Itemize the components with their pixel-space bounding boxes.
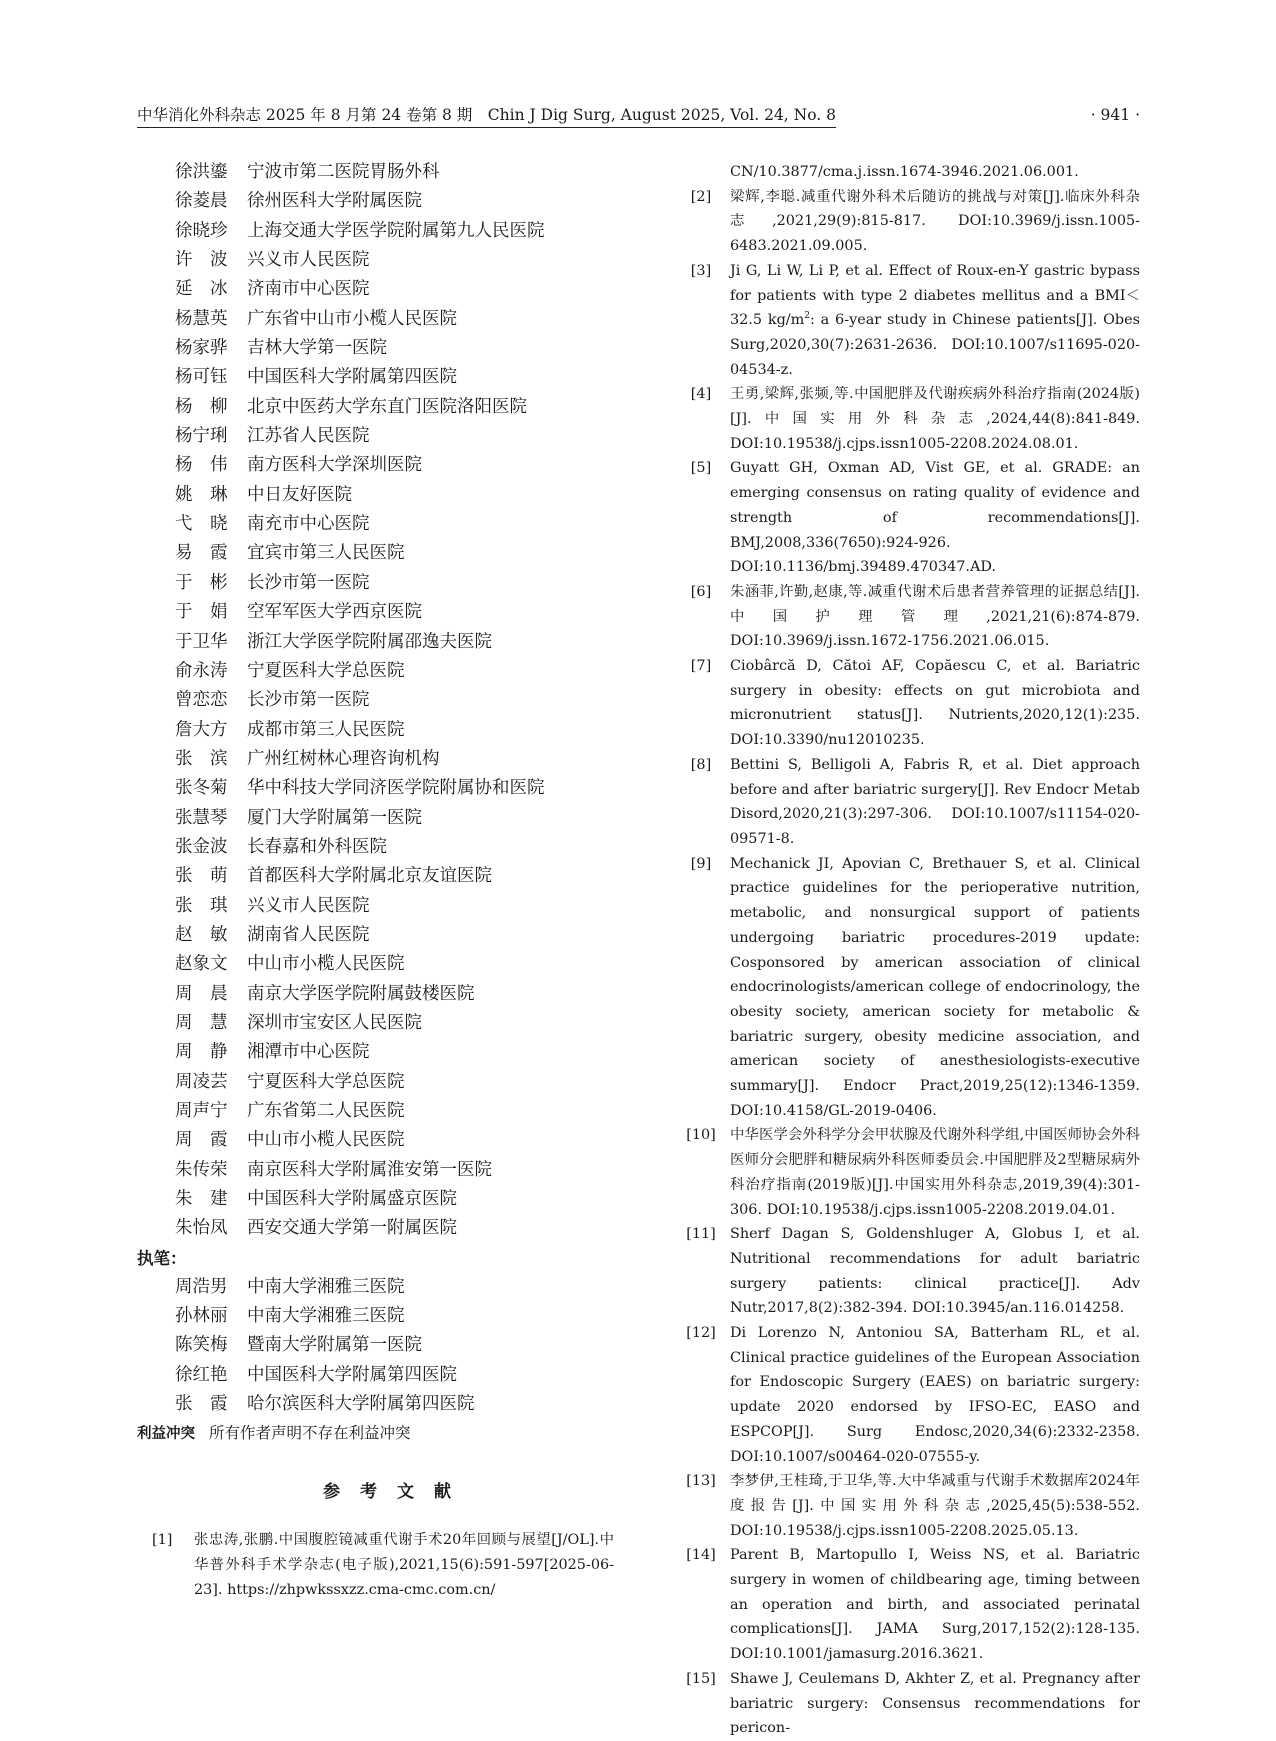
conflict-label: 利益冲突 <box>137 1426 195 1443</box>
institution: 中国医科大学附属第四医院 <box>247 367 457 388</box>
page-number: · 941 · <box>1090 106 1140 124</box>
institution: 江苏省人民医院 <box>247 426 370 447</box>
person-name: 杨慧英 <box>175 308 228 329</box>
member-row <box>137 745 637 774</box>
superscript: 2 <box>804 311 811 322</box>
institution: 广州红树林心理咨询机构 <box>247 748 440 769</box>
person-name: 于 彬 <box>175 572 228 593</box>
writer-row <box>137 1331 637 1360</box>
institution: 长沙市第一医院 <box>247 572 370 593</box>
member-row <box>137 1009 637 1038</box>
left-column <box>137 158 637 1603</box>
member-row <box>137 569 637 598</box>
member-row <box>137 980 637 1009</box>
reference-item <box>676 753 1140 852</box>
reference-text: 张忠涛,张鹏.中国腹腔镜减重代谢手术20年回顾与展望[J/OL].中华普外科手术学杂志(电子版),2021,15(6):591-597[2025-06-23]. https://zhpwkssxzz.cma-cmc.com.cn/ <box>194 1532 614 1598</box>
institution: 宁波市第二医院胃肠外科 <box>247 162 440 182</box>
person-name: 延 冰 <box>175 279 228 300</box>
institution: 哈尔滨医科大学附属第四医院 <box>247 1394 475 1415</box>
member-row <box>137 950 637 979</box>
reference-text-part: : a 6-year study in Chinese patients[J]. Obes Surg,2020,30(7):2631-2636. DOI:10.1007/s11695-020-04534-z. <box>730 312 1141 378</box>
institution: 南充市中心医院 <box>247 514 370 535</box>
institution: 中国医科大学附属盛京医院 <box>247 1189 457 1210</box>
institution: 上海交通大学医学院附属第九人民医院 <box>247 220 545 241</box>
writer-list <box>137 1273 637 1420</box>
person-name: 张金波 <box>175 836 228 857</box>
reference-text: Guyatt GH, Oxman AD, Vist GE, et al. GRADE: an emerging consensus on rating quality of evidence and strength of recommendations[J]. BMJ,2008,336(7650):924-926. DOI:10.1136/bmj.39489.470347.AD. <box>730 460 1140 576</box>
reference-list <box>676 185 1140 1741</box>
person-name: 张 琪 <box>175 895 228 916</box>
member-row <box>137 1068 637 1097</box>
person-name: 周 晨 <box>175 983 228 1004</box>
member-row <box>137 921 637 950</box>
reference-text: Bettini S, Belligoli A, Fabris R, et al. Diet approach before and after bariatric surgery[J]. Rev Endocr Metab Disord,2020,21(3):297-306. DOI:10.1007/s11154-020-09571-8. <box>730 756 1140 847</box>
reference-number: [15] <box>686 1670 716 1687</box>
person-name: 徐洪鎏 <box>175 162 228 182</box>
right-column <box>676 160 1140 1741</box>
writer-row <box>137 1302 637 1331</box>
reference-text: CN/10.3877/cma.j.issn.1674-3946.2021.06.001. <box>730 164 1079 180</box>
institution: 兴义市人民医院 <box>247 895 370 916</box>
reference-text: Di Lorenzo N, Antoniou SA, Batterham RL, et al. Clinical practice guidelines of the European Association for Endoscopic Surgery (EAES) on bariatric surgery: update 2020 endorsed by IFSO-EC, EASO and ESPCOP[J]. Surg Endosc,2020,34(6):2332-2358. DOI:10.1007/s00464-020-07555-y. <box>730 1325 1140 1465</box>
reference-item <box>137 1528 637 1602</box>
member-row <box>137 275 637 304</box>
member-row <box>137 217 637 246</box>
institution: 中日友好医院 <box>247 484 352 505</box>
person-name: 俞永涛 <box>175 660 228 681</box>
member-row <box>137 334 637 363</box>
running-header <box>137 102 1140 126</box>
reference-item <box>676 1469 1140 1543</box>
person-name: 于 娟 <box>175 602 228 623</box>
reference-text: 朱涵菲,许勤,赵康,等.减重代谢术后患者营养管理的证据总结[J].中国护理管理,2021,21(6):874-879. DOI:10.3969/j.issn.1672-1756.2021.06.015. <box>730 583 1140 650</box>
writers-label: 执笔： <box>137 1248 187 1268</box>
reference-item <box>676 1222 1140 1321</box>
member-row <box>137 451 637 480</box>
member-row <box>137 657 637 686</box>
institution: 广东省第二人民医院 <box>247 1101 405 1121</box>
person-name: 周凌芸 <box>175 1071 228 1092</box>
institution: 中山市小榄人民医院 <box>247 954 405 975</box>
reference-number: [7] <box>690 658 712 675</box>
reference-item <box>676 1321 1140 1469</box>
person-name: 周声宁 <box>175 1101 228 1121</box>
institution: 南京大学医学院附属鼓楼医院 <box>247 983 475 1004</box>
person-name: 周 霞 <box>175 1130 228 1151</box>
institution: 成都市第三人民医院 <box>247 719 405 740</box>
person-name: 周浩男 <box>175 1276 228 1297</box>
person-name: 张 霞 <box>175 1394 228 1415</box>
reference-text: 李梦伊,王桂琦,于卫华,等.大中华减重与代谢手术数据库2024年度报告[J].中国实用外科杂志,2025,45(5):538-552. DOI:10.19538/j.cjps.issn1005-2208.2025.05.13. <box>730 1473 1140 1539</box>
reference-text: Sherf Dagan S, Goldenshluger A, Globus I, et al. Nutritional recommendations for adult bariatric surgery patients: clinical practice[J]. Adv Nutr,2017,8(2):382-394. DOI:10.3945/an.116.014258. <box>730 1226 1140 1317</box>
person-name: 徐晓珍 <box>175 220 228 241</box>
member-row <box>137 1214 637 1243</box>
institution: 徐州医科大学附属医院 <box>247 191 422 212</box>
reference-text: 梁辉,李聪.减重代谢外科术后随访的挑战与对策[J].临床外科杂志,2021,29(9):815-817. DOI:10.3969/j.issn.1005-6483.2021.09.005. <box>730 188 1140 255</box>
member-row <box>137 774 637 803</box>
reference-text: Ciobârcă D, Cătoi AF, Copăescu C, et al. Bariatric surgery in obesity: effects on gut microbiota and micronutrient status[J]. Nutrients,2020,12(1):235. DOI:10.3390/nu12010235. <box>730 658 1140 749</box>
member-row <box>137 481 637 510</box>
member-row <box>137 187 637 216</box>
member-row <box>137 833 637 862</box>
person-name: 弋 晓 <box>175 514 228 535</box>
person-name: 姚 琳 <box>175 484 228 505</box>
reference-item <box>676 1543 1140 1667</box>
person-name: 朱怡凤 <box>175 1218 228 1239</box>
member-row <box>137 1038 637 1067</box>
member-row <box>137 1185 637 1214</box>
person-name: 杨可钰 <box>175 367 228 388</box>
institution: 中国医科大学附属第四医院 <box>247 1364 457 1385</box>
person-name: 张 萌 <box>175 866 228 887</box>
reference-item <box>676 185 1140 259</box>
person-name: 周 静 <box>175 1042 228 1063</box>
reference-number: [6] <box>690 583 712 600</box>
institution: 深圳市宝安区人民医院 <box>247 1012 422 1033</box>
institution: 中南大学湘雅三医院 <box>247 1306 405 1327</box>
institution: 宁夏医科大学总医院 <box>247 1071 405 1092</box>
institution: 西安交通大学第一附属医院 <box>247 1218 457 1239</box>
member-row <box>137 862 637 891</box>
person-name: 易 霞 <box>175 543 228 564</box>
reference-number: [1] <box>152 1532 173 1549</box>
person-name: 詹大方 <box>175 719 228 740</box>
person-name: 陈笑梅 <box>175 1335 228 1356</box>
conflict-text: 所有作者声明不存在利益冲突 <box>209 1424 411 1443</box>
reference-text: Mechanick JI, Apovian C, Brethauer S, et al. Clinical practice guidelines for the perioperative nutrition, metabolic, and nonsurgical support of patients undergoing bariatric procedures-2019 update: Cosponsored by american association of clinical endocrinologists/american college of endocrinology, the obesity society, american society for metabolic & bariatric surgery, obesity medicine association, and american society of anesthesiologists-executive summary[J]. Endocr Pract,2019,25(12):1346-1359. DOI:10.4158/GL-2019-0406. <box>730 855 1140 1119</box>
institution: 空军军医大学西京医院 <box>247 602 422 623</box>
person-name: 张慧琴 <box>175 807 228 828</box>
member-row <box>137 1097 637 1126</box>
person-name: 杨 柳 <box>175 396 228 417</box>
reference-text <box>730 259 1140 383</box>
member-list <box>137 158 637 1244</box>
reference-text-part: Ji G, Li W, Li P, et al. Effect of Roux-en-Y gastric bypass for patients with type 2 diabetes mellitus and a BMI＜32.5 kg/m <box>730 262 1140 329</box>
institution: 宁夏医科大学总医院 <box>247 660 405 681</box>
institution: 长春嘉和外科医院 <box>247 836 387 857</box>
references-heading: 参考文献 <box>323 1482 471 1503</box>
member-row <box>137 628 637 657</box>
person-name: 孙林丽 <box>175 1306 228 1327</box>
institution: 中南大学湘雅三医院 <box>247 1276 405 1297</box>
reference-number: [10] <box>686 1127 716 1144</box>
member-row <box>137 598 637 627</box>
person-name: 周 慧 <box>175 1012 228 1033</box>
member-row <box>137 510 637 539</box>
reference-number: [12] <box>686 1325 716 1342</box>
person-name: 曾恋恋 <box>175 690 228 711</box>
reference-number: [2] <box>690 188 712 205</box>
reference-item <box>676 456 1140 580</box>
person-name: 朱传荣 <box>175 1159 228 1180</box>
institution: 首都医科大学附属北京友谊医院 <box>247 866 492 887</box>
person-name: 许 波 <box>175 250 228 271</box>
reference-item <box>676 1123 1140 1222</box>
reference-item <box>676 382 1140 456</box>
member-row <box>137 363 637 392</box>
reference-number: [11] <box>686 1226 716 1243</box>
member-row <box>137 804 637 833</box>
member-row <box>137 686 637 715</box>
member-row <box>137 393 637 422</box>
institution: 中山市小榄人民医院 <box>247 1130 405 1151</box>
person-name: 赵象文 <box>175 954 228 975</box>
institution: 广东省中山市小榄人民医院 <box>247 308 457 329</box>
reference-number: [3] <box>690 262 712 279</box>
member-row <box>137 246 637 275</box>
institution: 长沙市第一医院 <box>247 690 370 711</box>
reference-item <box>676 259 1140 383</box>
institution: 宜宾市第三人民医院 <box>247 543 405 564</box>
member-row <box>137 422 637 451</box>
member-row <box>137 539 637 568</box>
reference-text: Shawe J, Ceulemans D, Akhter Z, et al. Pregnancy after bariatric surgery: Consensus recommendations for pericon- <box>730 1670 1140 1737</box>
person-name: 徐菱晨 <box>175 191 228 212</box>
person-name: 朱 建 <box>175 1189 228 1210</box>
member-row <box>137 305 637 334</box>
conflict-statement <box>137 1419 637 1447</box>
writer-row <box>137 1361 637 1390</box>
institution: 厦门大学附属第一医院 <box>247 807 422 828</box>
institution: 南方医科大学深圳医院 <box>247 455 422 476</box>
institution: 北京中医药大学东直门医院洛阳医院 <box>247 396 527 417</box>
institution: 湘潭市中心医院 <box>247 1042 370 1063</box>
reference-text: 王勇,梁辉,张频,等.中国肥胖及代谢疾病外科治疗指南(2024版)[J].中国实用外科杂志,2024,44(8):841-849. DOI:10.19538/j.cjps.issn1005-2208.2024.08.01. <box>730 386 1140 452</box>
member-row <box>137 1126 637 1155</box>
person-name: 张冬菊 <box>175 778 228 799</box>
person-name: 于卫华 <box>175 631 228 652</box>
person-name: 杨 伟 <box>175 455 228 476</box>
person-name: 杨宁琍 <box>175 426 228 447</box>
reference-item <box>676 580 1140 654</box>
institution: 南京医科大学附属淮安第一医院 <box>247 1159 492 1180</box>
person-name: 徐红艳 <box>175 1364 228 1385</box>
reference-item <box>676 1667 1140 1741</box>
institution: 济南市中心医院 <box>247 279 370 300</box>
writer-row <box>137 1390 637 1419</box>
member-row <box>137 716 637 745</box>
member-row <box>137 892 637 921</box>
member-row <box>137 158 637 187</box>
person-name: 杨家骅 <box>175 338 228 359</box>
institution: 兴义市人民医院 <box>247 250 370 271</box>
journal-citation: 中华消化外科杂志 2025 年 8 月第 24 卷第 8 期 Chin J Dig Surg, August 2025, Vol. 24, No. 8 <box>137 104 836 128</box>
reference-item <box>676 852 1140 1124</box>
reference-number: [13] <box>686 1473 716 1490</box>
reference-text: 中华医学会外科学分会甲状腺及代谢外科学组,中国医师协会外科医师分会肥胖和糖尿病外科医师委员会.中国肥胖及2型糖尿病外科治疗指南(2019版)[J].中国实用外科杂志,2019,39(4):301-306. DOI:10.19538/j.cjps.issn1005-2208.2019.04.01. <box>730 1127 1140 1218</box>
writer-row <box>137 1273 637 1302</box>
reference-number: [8] <box>690 756 712 773</box>
reference-number: [5] <box>690 460 712 477</box>
reference-continuation <box>676 160 1140 185</box>
person-name: 赵 敏 <box>175 924 228 945</box>
reference-number: [9] <box>690 855 712 872</box>
institution: 华中科技大学同济医学院附属协和医院 <box>247 778 545 799</box>
institution: 暨南大学附属第一医院 <box>247 1335 422 1356</box>
reference-item <box>676 654 1140 753</box>
member-row <box>137 1156 637 1185</box>
reference-number: [14] <box>686 1547 716 1564</box>
institution: 湖南省人民医院 <box>247 924 370 945</box>
person-name: 张 滨 <box>175 748 228 769</box>
institution: 浙江大学医学院附属邵逸夫医院 <box>247 631 492 652</box>
reference-number: [4] <box>690 386 712 403</box>
reference-text: Parent B, Martopullo I, Weiss NS, et al. Bariatric surgery in women of childbearing age, timing between an operation and birth, and associated perinatal complications[J]. JAMA Surg,2017,152(2):128-135. DOI:10.1001/jamasurg.2016.3621. <box>730 1547 1140 1663</box>
institution: 吉林大学第一医院 <box>247 338 387 359</box>
